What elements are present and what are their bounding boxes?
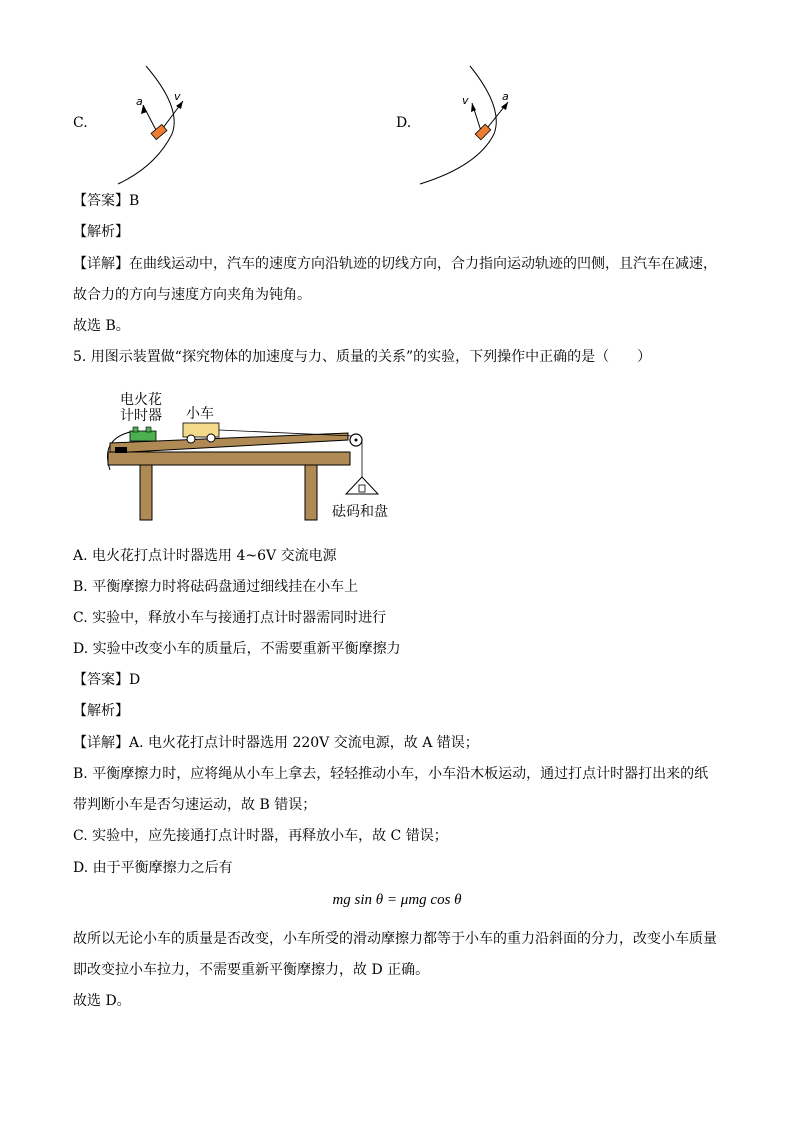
q5-detail-b1: B. 平衡摩擦力时，应将绳从小车上拿去，轻轻推动小车，小车沿木板运动，通过打点计时器打出来的纸 xyxy=(73,766,709,782)
velocity-arrowhead xyxy=(471,103,476,112)
q4-answer: 【答案】B xyxy=(73,193,140,209)
table-leg-left xyxy=(140,465,152,520)
q5-detail-a: 【详解】A. 电火花打点计时器选用 220V 交流电源，故 A 错误； xyxy=(73,735,479,751)
q5-option-a: A. 电火花打点计时器选用 4~6V 交流电源 xyxy=(73,548,337,564)
cart-wheel xyxy=(207,434,215,442)
option-c-label: C. xyxy=(73,115,88,131)
wedge-block xyxy=(115,447,127,453)
timer-label: 电火花 xyxy=(120,392,162,408)
timer-body xyxy=(130,431,156,441)
velocity-label: v xyxy=(174,90,181,103)
option-d-figure xyxy=(412,58,522,188)
timer-knob-2 xyxy=(146,427,151,432)
q5-answer: 【答案】D xyxy=(73,672,141,688)
timer-knob-1 xyxy=(133,427,138,432)
velocity-label: v xyxy=(462,94,469,107)
q5-option-d: D. 实验中改变小车的质量后，不需要重新平衡摩擦力 xyxy=(73,641,401,657)
car-block xyxy=(151,124,167,139)
q4-conclusion: 故选 B。 xyxy=(73,318,130,334)
q5-analysis-title: 【解析】 xyxy=(73,703,129,719)
q5-conclusion: 故选 D。 xyxy=(73,993,131,1009)
q4-analysis-title: 【解析】 xyxy=(73,224,129,240)
acceleration-label: a xyxy=(502,90,509,103)
q5-detail-b2: 带判断小车是否匀速运动，故 B 错误； xyxy=(73,797,317,813)
q4-detail-2: 故合力的方向与速度方向夹角为钝角。 xyxy=(73,287,311,303)
weight xyxy=(359,485,365,492)
weights-label: 砝码和盘 xyxy=(332,504,388,520)
pulley-axle xyxy=(355,439,358,442)
timer-label-2: 计时器 xyxy=(120,408,162,424)
table-leg-right xyxy=(305,465,317,520)
q5-formula: mg sin θ = μmg cos θ xyxy=(332,892,462,908)
q5-stem: 5. 用图示装置做“探究物体的加速度与力、质量的关系”的实验，下列操作中正确的是（ ） xyxy=(73,349,652,365)
acceleration-label: a xyxy=(136,95,143,108)
option-c-figure xyxy=(110,58,220,188)
q5-detail-d: D. 由于平衡摩擦力之后有 xyxy=(73,860,233,876)
q5-option-b: B. 平衡摩擦力时将砝码盘通过细线挂在小车上 xyxy=(73,579,359,595)
q5-detail-c: C. 实验中，应先接通打点计时器，再释放小车，故 C 错误； xyxy=(73,828,448,844)
q5-option-c: C. 实验中，释放小车与接通打点计时器需同时进行 xyxy=(73,610,387,626)
cart-label: 小车 xyxy=(186,406,214,422)
cart-wheel xyxy=(187,435,195,443)
apparatus-figure xyxy=(80,385,400,525)
q4-detail-1: 【详解】在曲线运动中，汽车的速度方向沿轨迹的切线方向，合力指向运动轨迹的凹侧，且汽车在减速， xyxy=(73,256,717,272)
table-top xyxy=(108,452,350,465)
q5-explain-2: 即改变拉小车拉力，不需要重新平衡摩擦力，故 D 正确。 xyxy=(73,962,430,978)
q5-explain-1: 故所以无论小车的质量是否改变，小车所受的滑动摩擦力都等于小车的重力沿斜面的分力，改变小车质量 xyxy=(73,931,717,947)
option-d-label: D. xyxy=(396,115,412,131)
